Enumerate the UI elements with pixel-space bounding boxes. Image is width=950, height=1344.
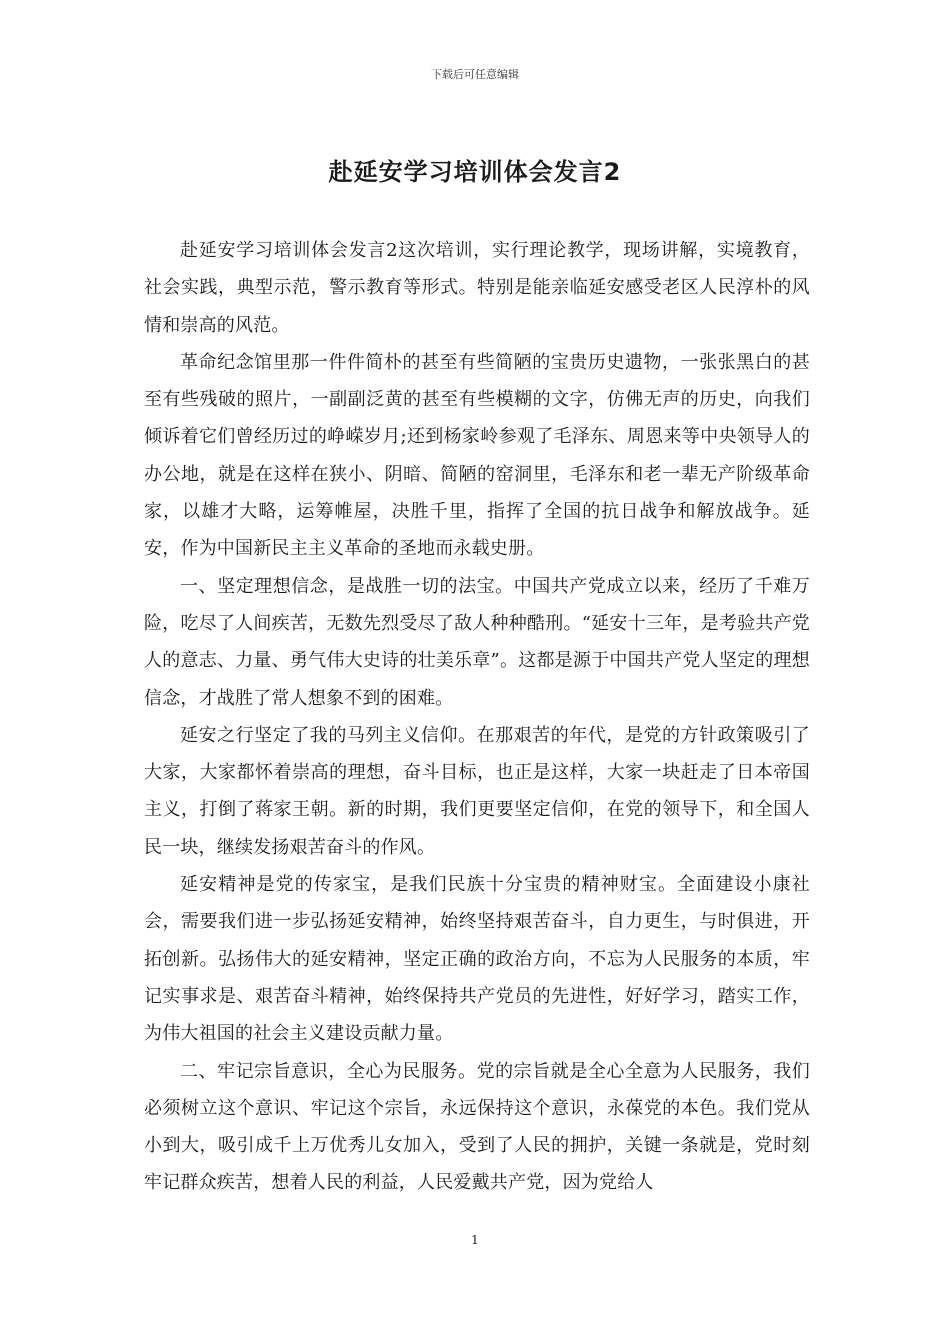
paragraph: 延安之行坚定了我的马列主义信仰。在那艰苦的年代，是党的方针政策吸引了大家，大家都怀着崇高的理想，奋斗目标，也正是这样，大家一块赶走了日本帝国主义，打倒了蒋家王朝。新的时期，我们更要坚定信仰，在党的领导下，和全国人民一块，继续发扬艰苦奋斗的作风。 — [144, 724, 810, 858]
paragraph: 赴延安学习培训体会发言2这次培训，实行理论教学，现场讲解，实境教育，社会实践，典型示范，警示教育等形式。特别是能亲临延安感受老区人民淳朴的风情和崇高的风范。 — [144, 240, 810, 336]
paragraph: 一、坚定理想信念，是战胜一切的法宝。中国共产党成立以来，经历了千难万险，吃尽了人间疾苦，无数先烈受尽了敌人种种酷刑。“延安十三年，是考验共产党人的意志、力量、勇气伟大史诗的壮美乐章”。这都是源于中国共产党人坚定的理想信念，才战胜了常人想象不到的困难。 — [144, 575, 810, 709]
document-body — [144, 232, 810, 1202]
page-number: 1 — [471, 1233, 479, 1247]
paragraph: 革命纪念馆里那一件件简朴的甚至有些简陋的宝贵历史遗物，一张张黑白的甚至有些残破的照片，一副副泛黄的甚至有些模糊的文字，仿佛无声的历史，向我们倾诉着它们曾经历过的峥嵘岁月;还到杨家岭参观了毛泽东、周恩来等中央领导人的办公地，就是在这样在狭小、阴暗、简陋的窑洞里，毛泽东和老一辈无产阶级革命家，以雄才大略，运筹帷屋，决胜千里，指挥了全国的抗日战争和解放战争。延安，作为中国新民主主义革命的圣地而永载史册。 — [144, 351, 810, 560]
page-title: 赴延安学习培训体会发言2 — [328, 158, 622, 186]
paragraph: 二、牢记宗旨意识，全心为民服务。党的宗旨就是全心全意为人民服务，我们必须树立这个意识、牢记这个宗旨，永远保持这个意识，永葆党的本色。我们党从小到大，吸引成千上万优秀儿女加入，受到了人民的拥护，关键一条就是，党时刻牢记群众疾苦，想着人民的利益，人民爱戴共产党，因为党给人 — [144, 1060, 810, 1194]
paragraph: 延安精神是党的传家宝，是我们民族十分宝贵的精神财宝。全面建设小康社会，需要我们进一步弘扬延安精神，始终坚持艰苦奋斗，自力更生，与时俱进，开拓创新。弘扬伟大的延安精神，坚定正确的政治方向，不忘为人民服务的本质，牢记实事求是、艰苦奋斗精神，始终保持共产党员的先进性，好好学习，踏实工作，为伟大祖国的社会主义建设贡献力量。 — [144, 874, 810, 1045]
header-note: 下载后可任意编辑 — [431, 68, 519, 81]
